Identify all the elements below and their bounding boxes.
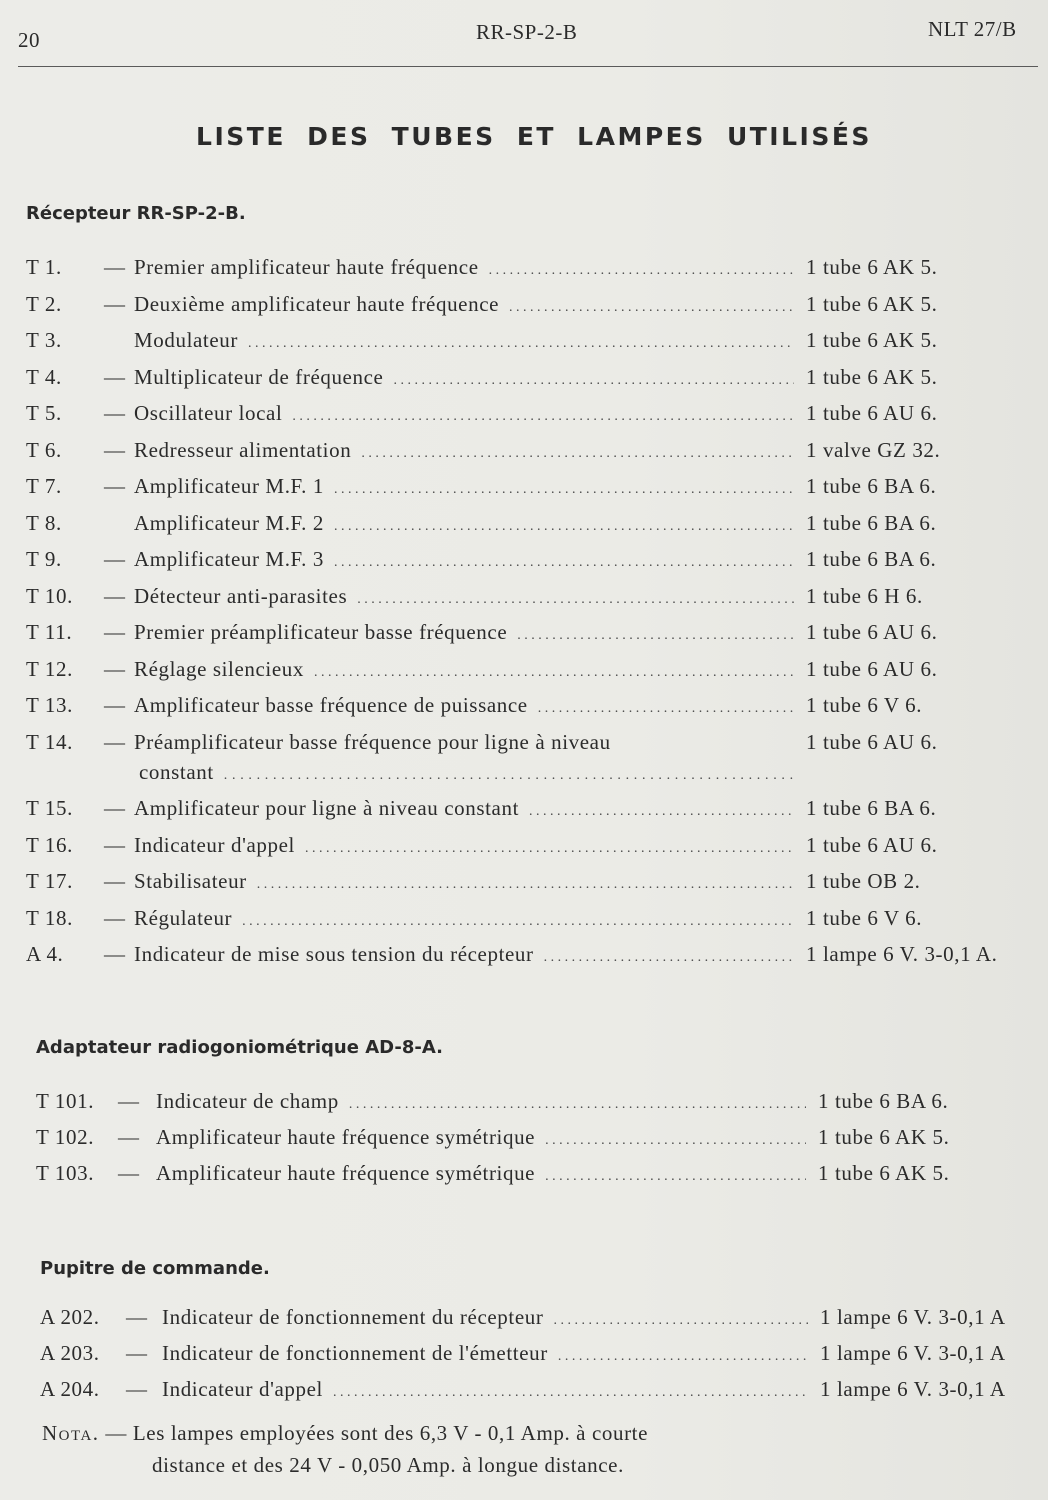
item-ref: T 103. bbox=[36, 1161, 95, 1185]
list-item bbox=[26, 511, 1048, 541]
item-ref: T 5. bbox=[26, 401, 62, 425]
list-item bbox=[26, 255, 1048, 285]
item-ref: T 18. bbox=[26, 905, 73, 930]
item-ref: T 16. bbox=[26, 832, 73, 857]
item-value: 1 tube 6 BA 6. bbox=[806, 796, 937, 820]
item-description: Premier préamplificateur basse fréquence bbox=[134, 620, 508, 644]
item-separator: — bbox=[104, 401, 126, 425]
item-separator: — bbox=[104, 291, 126, 316]
list-item bbox=[26, 474, 1048, 504]
list-item bbox=[26, 365, 1048, 395]
leader-dots bbox=[517, 620, 794, 645]
nota-block bbox=[42, 1417, 648, 1481]
item-description-wrap bbox=[156, 1125, 806, 1150]
item-description-wrap bbox=[134, 255, 794, 280]
list-item bbox=[36, 1125, 1048, 1155]
nota-label: Nota. bbox=[42, 1421, 100, 1445]
leader-dots bbox=[257, 869, 794, 894]
section-heading-adapter: Adaptateur radiogoniométrique AD-8-A. bbox=[36, 1037, 443, 1058]
list-item bbox=[26, 906, 1048, 936]
item-value: 1 tube 6 AU 6. bbox=[806, 620, 938, 644]
item-ref: T 3. bbox=[26, 328, 62, 352]
item-description-wrap bbox=[134, 511, 794, 536]
item-ref: T 1. bbox=[26, 255, 62, 279]
item-description-wrap bbox=[156, 1161, 806, 1186]
item-separator: — bbox=[104, 547, 126, 571]
leader-dots bbox=[357, 584, 794, 609]
leader-dots bbox=[334, 474, 794, 499]
leader-dots bbox=[242, 906, 794, 931]
item-value: 1 tube 6 AU 6. bbox=[806, 832, 938, 857]
item-description: Préamplificateur basse fréquence pour ligne à niveau bbox=[134, 729, 611, 754]
item-description: Redresseur alimentation bbox=[134, 437, 352, 462]
leader-dots bbox=[489, 255, 794, 280]
item-description: Réglage silencieux bbox=[134, 656, 304, 681]
item-separator: — bbox=[104, 905, 126, 930]
leader-dots bbox=[558, 1341, 808, 1366]
item-description-wrap bbox=[162, 1377, 808, 1402]
list-item bbox=[26, 401, 1048, 431]
item-separator: — bbox=[118, 1089, 140, 1113]
item-description-wrap bbox=[134, 730, 794, 755]
item-value: 1 valve GZ 32. bbox=[806, 437, 941, 462]
section-heading-receiver: Récepteur RR-SP-2-B. bbox=[26, 203, 246, 224]
leader-dots bbox=[553, 1305, 808, 1330]
page-number: 20 bbox=[18, 28, 40, 52]
t14-continuation-text: constant bbox=[139, 760, 214, 784]
list-item bbox=[26, 693, 1048, 723]
item-separator: — bbox=[104, 656, 126, 681]
item-description: Modulateur bbox=[134, 328, 238, 352]
list-item bbox=[26, 438, 1048, 468]
leader-dots bbox=[529, 796, 794, 821]
t14-continuation bbox=[139, 760, 795, 785]
list-item bbox=[26, 547, 1048, 577]
leader-dots bbox=[305, 833, 794, 858]
item-description-wrap bbox=[134, 942, 794, 967]
list-item bbox=[36, 1089, 1048, 1119]
item-value: 1 tube OB 2. bbox=[806, 869, 921, 893]
item-separator: — bbox=[104, 796, 126, 820]
list-item bbox=[26, 620, 1048, 650]
item-description: Régulateur bbox=[134, 905, 233, 930]
item-ref: A 4. bbox=[26, 942, 64, 966]
item-description: Indicateur de fonctionnement de l'émetteur bbox=[162, 1341, 548, 1365]
item-description-wrap bbox=[134, 796, 794, 821]
list-item bbox=[40, 1305, 1048, 1335]
item-ref: A 202. bbox=[40, 1305, 100, 1329]
item-description-wrap bbox=[134, 833, 794, 858]
item-separator: — bbox=[104, 364, 126, 389]
item-description: Multiplicateur de fréquence bbox=[134, 364, 384, 389]
leader-dots bbox=[224, 760, 795, 785]
nota-separator: — bbox=[105, 1421, 128, 1445]
item-ref: T 7. bbox=[26, 474, 62, 498]
item-value: 1 tube 6 V 6. bbox=[806, 693, 923, 717]
leader-dots bbox=[545, 1125, 806, 1150]
item-separator: — bbox=[104, 693, 126, 717]
item-ref: T 4. bbox=[26, 364, 62, 389]
item-description: Amplificateur M.F. 3 bbox=[134, 547, 324, 571]
item-ref: T 101. bbox=[36, 1089, 95, 1113]
item-description: Indicateur d'appel bbox=[134, 832, 295, 857]
document-code: RR-SP-2-B bbox=[476, 20, 578, 44]
item-description-wrap bbox=[134, 401, 794, 426]
item-description-wrap bbox=[134, 365, 794, 390]
item-separator: — bbox=[104, 942, 126, 966]
item-value: 1 tube 6 AK 5. bbox=[818, 1161, 950, 1185]
item-value: 1 tube 6 AK 5. bbox=[806, 255, 938, 279]
item-description: Premier amplificateur haute fréquence bbox=[134, 255, 479, 279]
item-separator: — bbox=[104, 832, 126, 857]
item-value: 1 tube 6 BA 6. bbox=[806, 474, 937, 498]
item-value: 1 lampe 6 V. 3-0,1 A bbox=[820, 1377, 1006, 1401]
item-value: 1 tube 6 AU 6. bbox=[806, 656, 938, 681]
item-value: 1 lampe 6 V. 3-0,1 A bbox=[820, 1341, 1006, 1365]
leader-dots bbox=[361, 438, 794, 463]
item-description-wrap bbox=[134, 438, 794, 463]
item-description: Amplificateur basse fréquence de puissance bbox=[134, 693, 528, 717]
leader-dots bbox=[334, 547, 794, 572]
item-ref: A 203. bbox=[40, 1341, 100, 1365]
item-description-wrap bbox=[134, 657, 794, 682]
item-description-wrap bbox=[134, 869, 794, 894]
leader-dots bbox=[349, 1089, 806, 1114]
nota-line-2: distance et des 24 V - 0,050 Amp. à longue distance. bbox=[152, 1453, 624, 1477]
item-value: 1 tube 6 AK 5. bbox=[806, 328, 938, 352]
item-ref: T 9. bbox=[26, 547, 62, 571]
item-ref: A 204. bbox=[40, 1377, 100, 1401]
item-value: 1 tube 6 BA 6. bbox=[806, 510, 937, 535]
item-description: Amplificateur pour ligne à niveau constant bbox=[134, 796, 519, 820]
item-description: Oscillateur local bbox=[134, 401, 283, 425]
leader-dots bbox=[544, 942, 794, 967]
page-title: LISTE DES TUBES ET LAMPES UTILISÉS bbox=[196, 122, 872, 151]
item-description-wrap bbox=[134, 328, 794, 353]
item-description: Indicateur d'appel bbox=[162, 1377, 323, 1401]
list-item bbox=[40, 1341, 1048, 1371]
list-item bbox=[26, 730, 1048, 760]
item-separator: — bbox=[104, 437, 126, 462]
list-item bbox=[26, 869, 1048, 899]
item-separator: — bbox=[104, 474, 126, 498]
nota-line-1: Les lampes employées sont des 6,3 V - 0,1 Amp. à courte bbox=[132, 1421, 649, 1445]
leader-dots bbox=[538, 693, 794, 718]
item-description: Indicateur de fonctionnement du récepteur bbox=[162, 1305, 544, 1329]
item-description-wrap bbox=[134, 693, 794, 718]
list-item bbox=[26, 584, 1048, 614]
list-item bbox=[40, 1377, 1048, 1407]
item-separator: — bbox=[118, 1125, 140, 1149]
item-description-wrap bbox=[134, 547, 794, 572]
item-separator: — bbox=[104, 729, 126, 754]
item-description: Amplificateur haute fréquence symétrique bbox=[156, 1125, 536, 1149]
item-value: 1 tube 6 H 6. bbox=[806, 583, 923, 608]
item-description-wrap bbox=[134, 584, 794, 609]
item-description-wrap bbox=[134, 906, 794, 931]
item-ref: T 13. bbox=[26, 693, 73, 717]
item-value: 1 tube 6 AK 5. bbox=[806, 291, 938, 316]
item-ref: T 102. bbox=[36, 1125, 95, 1149]
item-description: Amplificateur M.F. 1 bbox=[134, 474, 324, 498]
item-value: 1 tube 6 BA 6. bbox=[806, 547, 937, 571]
item-description-wrap bbox=[134, 292, 794, 317]
item-value: 1 tube 6 AK 5. bbox=[818, 1125, 950, 1149]
item-description-wrap bbox=[156, 1089, 806, 1114]
list-item bbox=[26, 292, 1048, 322]
item-description: Indicateur de champ bbox=[156, 1089, 339, 1113]
item-description: Amplificateur haute fréquence symétrique bbox=[156, 1161, 536, 1185]
item-value: 1 tube 6 AU 6. bbox=[806, 401, 938, 425]
item-value: 1 lampe 6 V. 3-0,1 A bbox=[820, 1305, 1006, 1329]
item-separator: — bbox=[104, 255, 126, 279]
leader-dots bbox=[248, 328, 794, 353]
leader-dots bbox=[333, 1377, 808, 1402]
item-separator: — bbox=[118, 1161, 140, 1185]
item-ref: T 15. bbox=[26, 796, 73, 820]
item-value: 1 tube 6 BA 6. bbox=[818, 1089, 949, 1113]
list-item bbox=[26, 796, 1048, 826]
item-value: 1 tube 6 V 6. bbox=[806, 905, 923, 930]
item-ref: T 12. bbox=[26, 656, 73, 681]
item-ref: T 10. bbox=[26, 583, 73, 608]
item-separator: — bbox=[126, 1341, 148, 1365]
list-item bbox=[26, 942, 1048, 972]
list-item bbox=[26, 833, 1048, 863]
item-description: Stabilisateur bbox=[134, 869, 247, 893]
item-ref: T 11. bbox=[26, 620, 73, 644]
item-value: 1 tube 6 AK 5. bbox=[806, 364, 938, 389]
item-description: Détecteur anti-parasites bbox=[134, 583, 348, 608]
item-separator: — bbox=[104, 620, 126, 644]
document-reference: NLT 27/B bbox=[928, 17, 1017, 41]
section-heading-console: Pupitre de commande. bbox=[40, 1258, 270, 1279]
list-item bbox=[26, 657, 1048, 687]
item-description-wrap bbox=[134, 474, 794, 499]
leader-dots bbox=[292, 401, 794, 426]
item-description: Indicateur de mise sous tension du récepteur bbox=[134, 942, 534, 966]
item-separator: — bbox=[126, 1377, 148, 1401]
item-description-wrap bbox=[134, 620, 794, 645]
list-item bbox=[26, 328, 1048, 358]
leader-dots bbox=[509, 292, 794, 317]
item-ref: T 2. bbox=[26, 291, 62, 316]
item-description: Deuxième amplificateur haute fréquence bbox=[134, 291, 500, 316]
leader-dots bbox=[545, 1161, 806, 1186]
item-separator: — bbox=[104, 583, 126, 608]
item-ref: T 6. bbox=[26, 437, 62, 462]
item-value: 1 lampe 6 V. 3-0,1 A. bbox=[806, 942, 998, 966]
header-rule bbox=[18, 66, 1038, 67]
item-separator: — bbox=[126, 1305, 148, 1329]
item-ref: T 14. bbox=[26, 729, 73, 754]
item-description: Amplificateur M.F. 2 bbox=[134, 510, 324, 535]
item-ref: T 8. bbox=[26, 510, 62, 535]
item-ref: T 17. bbox=[26, 869, 73, 893]
item-value: 1 tube 6 AU 6. bbox=[806, 729, 938, 754]
leader-dots bbox=[334, 511, 794, 536]
list-item bbox=[36, 1161, 1048, 1191]
item-description-wrap bbox=[162, 1341, 808, 1366]
item-description-wrap bbox=[162, 1305, 808, 1330]
leader-dots bbox=[393, 365, 794, 390]
item-separator: — bbox=[104, 869, 126, 893]
leader-dots bbox=[314, 657, 794, 682]
